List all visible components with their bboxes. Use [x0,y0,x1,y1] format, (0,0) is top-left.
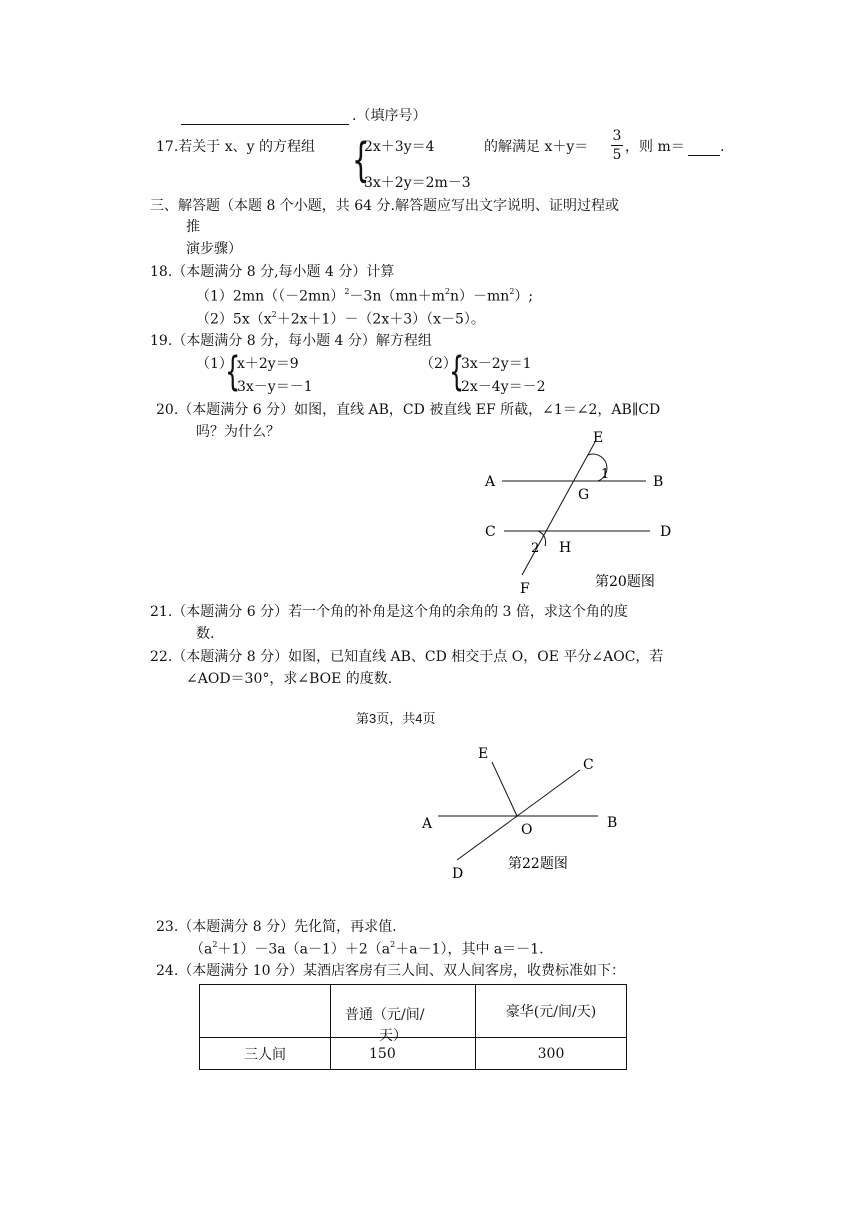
table-header-normal [331,985,476,1044]
q16-answer-blank [181,124,349,125]
q16-tail-text: .（填序号） [352,108,427,124]
q21-line2: 数. [196,626,215,642]
q18-part1-b: －3n（mn＋m [349,288,445,305]
q17-fraction [611,129,623,162]
q17-prefix: 17.若关于 x、y 的方程组 [156,139,315,155]
q21-line1: 21.（本题满分 6 分）若一个角的补角是这个角的余角的 3 倍，求这个角的度 [150,604,628,620]
q18-part1-sup2: 2 [444,287,450,296]
section3-line3: 演步骤） [186,241,242,257]
q17-answer-blank [688,155,720,156]
q19-part1-eq2: 3x－y＝－1 [237,379,313,395]
table-header-luxury: 豪华(元/间/天) [476,985,627,1038]
q18-part1-c: n）－mn [450,288,510,305]
q20-label-2: 2 [531,541,540,556]
q19-heading: 19.（本题满分 8 分，每小题 4 分）解方程组 [150,333,432,349]
table-cell-normal-price: 150 [331,1038,476,1070]
q22-label-o: O [521,822,533,838]
q18-part2-b: ＋2x＋1）－（2x＋3）（x－5）。 [276,311,485,328]
q20-label-d: D [660,524,672,540]
q20-label-b: B [653,474,664,490]
section3-line2: 推 [186,219,200,235]
q17-suffix: ，则 m＝ [625,139,685,155]
q23-sup1: 2 [212,940,218,949]
q20-caption: 第20题图 [595,574,655,590]
q17-frac-den: 5 [612,147,622,163]
q22-label-d: D [452,866,464,882]
q19-part1-eq1: x＋2y＝9 [237,356,299,372]
q24-fee-table [199,984,627,1070]
q20-line2: 吗？为什么？ [196,424,280,440]
q20-label-a: A [485,474,496,490]
q19-part2-brace: { [449,349,465,395]
table-row [200,985,627,1038]
q22-label-c: C [583,757,594,773]
table-header-normal-line2: 天） [379,1028,407,1044]
section3-line1: 三、解答题（本题 8 个小题，共 64 分.解答题应写出文字说明、证明过程或 [150,198,619,214]
q22-figure [410,735,630,885]
q18-part1-sup1: 2 [344,287,350,296]
table-header-empty [200,985,331,1038]
q22-line-cd [457,770,580,860]
q17-eq1: 2x＋3y＝4 [364,139,435,155]
q19-part2-eq2: 2x－4y＝－2 [461,379,546,395]
q22-label-a: A [422,816,433,832]
q18-part1 [196,289,533,304]
q18-part2-sup: 2 [271,310,277,319]
q20-label-e: E [593,430,604,446]
q20-figure [470,420,690,600]
q22-line1: 22.（本题满分 8 分）如图，已知直线 AB、CD 相交于点 O，OE 平分∠AOC，若 [150,649,664,665]
q19-part2-label: （2） [420,356,457,372]
q23-expr-b: ＋1）－3a（a－1）＋2（a [217,941,391,958]
q22-caption: 第22题图 [508,856,568,872]
q23-expression [190,942,544,957]
table-header-normal-line1: 普通（元/间/ [345,1007,425,1023]
q17-eq2: 3x＋2y＝2m－3 [364,175,471,191]
q18-heading: 18.（本题满分 8 分,每小题 4 分）计算 [150,264,395,280]
q22-line2: ∠AOD＝30°，求∠BOE 的度数. [186,671,393,687]
table-cell-room-type: 三人间 [200,1038,331,1070]
q17-frac-num: 3 [612,128,622,144]
page-number: 第3页，共4页 [356,711,436,726]
table-cell-luxury-price: 300 [476,1038,627,1070]
q22-label-b: B [607,815,618,831]
q22-ray-oe [492,762,517,816]
q18-part2-a: （2）5x（x [196,311,272,328]
q17-end: . [720,139,725,155]
q20-label-1: 1 [601,467,610,482]
q24-heading: 24.（本题满分 10 分）某酒店客房有三人间、双人间客房，收费标准如下： [156,963,625,979]
table-row [200,1038,627,1070]
q23-sup2: 2 [390,940,396,949]
q20-line1: 20.（本题满分 6 分）如图，直线 AB，CD 被直线 EF 所截，∠1＝∠2，AB∥CD [156,402,661,418]
q18-part2 [196,312,485,327]
q20-label-f: F [520,581,530,597]
q17-brace: { [352,133,370,187]
q17-mid: 的解满足 x＋y＝ [484,139,589,155]
q18-part1-sup3: 2 [509,287,515,296]
q18-part1-a: （1）2mn（（－2mn） [196,288,345,305]
q19-part1-label: （1） [196,356,233,372]
q23-expr-a: （a [190,941,213,958]
q23-expr-c: ＋a－1），其中 a＝－1. [395,941,544,958]
q20-label-c: C [485,524,496,540]
q20-label-g: G [578,487,590,503]
q20-label-h: H [559,540,572,556]
q19-part2-eq1: 3x－2y＝1 [461,356,532,372]
q18-part1-d: ）; [514,288,534,305]
q19-part1-brace: { [225,349,241,395]
q23-heading: 23.（本题满分 8 分）先化简，再求值. [156,919,397,935]
q22-label-e: E [478,746,489,762]
